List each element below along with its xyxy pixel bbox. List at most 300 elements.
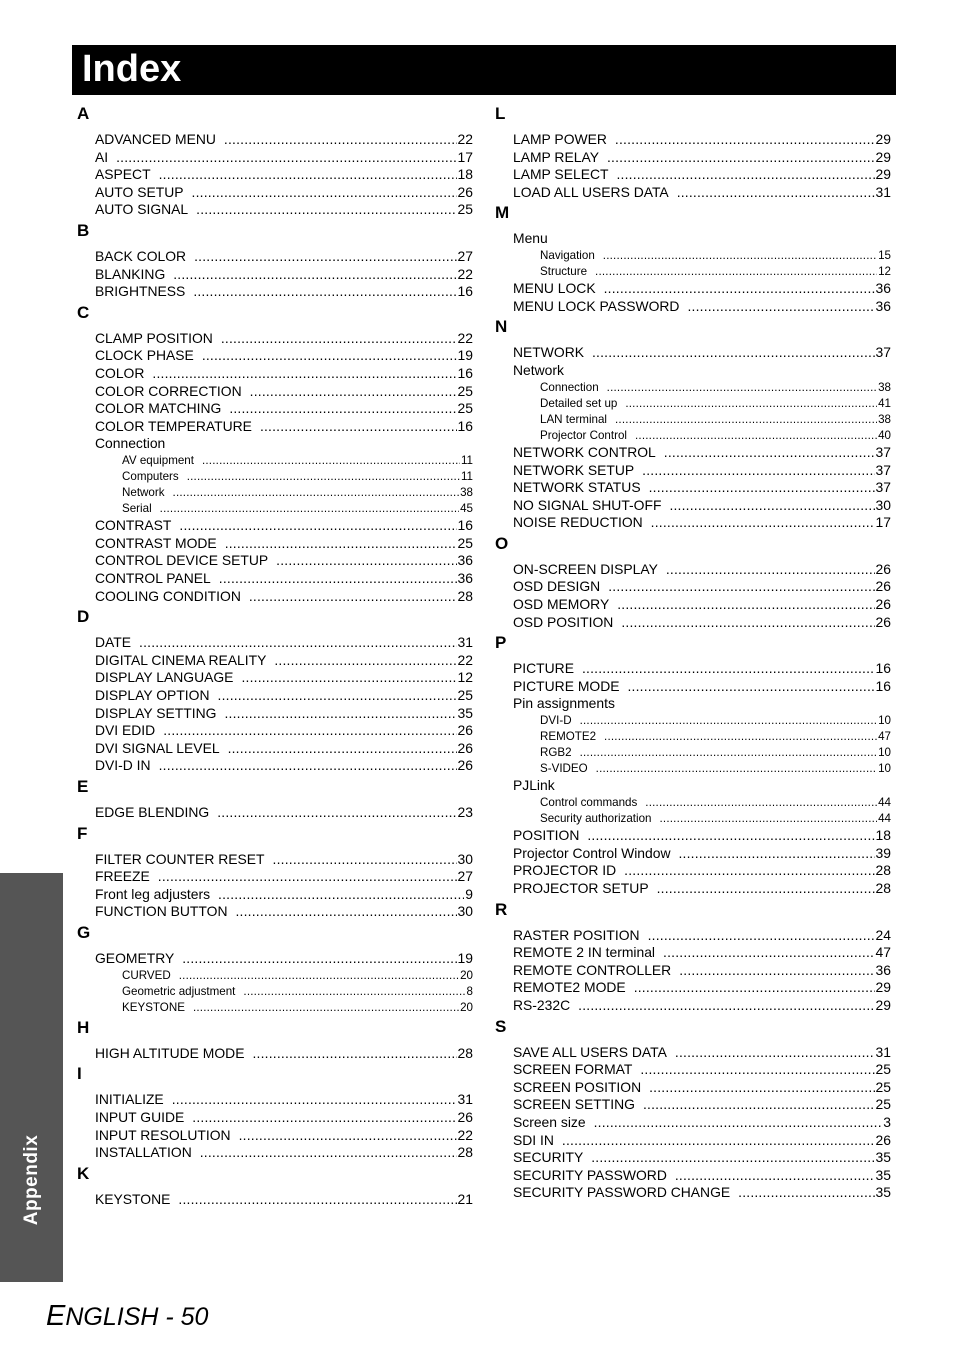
index-letter-heading: A <box>77 104 90 123</box>
dot-leader <box>218 886 464 904</box>
index-subentry <box>495 713 891 729</box>
entry-page-number: 35 <box>457 704 473 721</box>
entry-page-number: 24 <box>875 926 891 943</box>
index-entry <box>495 1167 891 1185</box>
entry-page-number: 36 <box>875 280 891 297</box>
entry-page-number: 29 <box>875 148 891 165</box>
dot-leader <box>139 634 457 652</box>
index-entry <box>495 166 891 184</box>
index-entry <box>77 149 473 167</box>
entry-label: OSD POSITION <box>513 613 614 630</box>
index-entry <box>77 184 473 202</box>
entry-page-number: 9 <box>465 885 473 902</box>
entry-page-number: 25 <box>875 1078 891 1095</box>
entry-page-number: 20 <box>460 1000 473 1014</box>
dot-leader <box>249 588 457 606</box>
dot-leader <box>182 950 456 968</box>
index-entry <box>77 705 473 723</box>
index-entry <box>495 660 891 678</box>
index-entry <box>77 687 473 705</box>
entry-label: Projector Control Window <box>513 844 671 861</box>
dot-leader <box>235 903 456 921</box>
index-entry <box>77 383 473 401</box>
dot-leader <box>677 184 875 202</box>
index-entry <box>77 131 473 149</box>
footer-text: NGLISH - 50 <box>65 1303 209 1331</box>
entry-label: PROJECTOR SETUP <box>513 879 649 896</box>
dot-leader <box>200 1144 457 1162</box>
entry-label: SECURITY <box>513 1149 584 1166</box>
dot-leader <box>591 1149 874 1167</box>
entry-page-number: 29 <box>875 131 891 147</box>
index-entry <box>77 365 473 383</box>
dot-leader <box>617 596 874 614</box>
index-entry <box>495 777 891 795</box>
entry-page-number: 31 <box>875 183 891 200</box>
index-entry <box>495 880 891 898</box>
index-subentry <box>495 264 891 280</box>
entry-label: CONTROL DEVICE SETUP <box>95 552 269 569</box>
index-entry <box>495 230 891 248</box>
entry-page-number: 22 <box>457 265 473 282</box>
index-entry <box>77 201 473 219</box>
dot-leader <box>624 862 874 880</box>
dot-leader <box>657 880 875 898</box>
entry-page-number: 44 <box>878 812 891 826</box>
entry-page-number: 22 <box>457 1126 473 1143</box>
entry-page-number: 22 <box>457 651 473 668</box>
entry-label: PICTURE MODE <box>513 677 620 694</box>
entry-label: SCREEN FORMAT <box>513 1061 633 1078</box>
entry-label: Pin assignments <box>513 695 615 712</box>
dot-leader <box>625 396 877 412</box>
entry-page-number: 25 <box>875 1061 891 1078</box>
index-entry <box>495 979 891 997</box>
dot-leader <box>260 418 457 436</box>
index-entry <box>77 903 473 921</box>
entry-page-number: 22 <box>457 329 473 346</box>
entry-label: AI <box>95 148 109 165</box>
index-entry <box>77 248 473 266</box>
entry-label: INSTALLATION <box>95 1144 192 1161</box>
entry-label: COOLING CONDITION <box>95 587 241 604</box>
entry-label: PJLink <box>513 777 555 794</box>
index-entry <box>495 962 891 980</box>
index-entry <box>495 1114 891 1132</box>
dot-leader <box>660 811 878 827</box>
index-entry <box>495 444 891 462</box>
entry-page-number: 27 <box>457 868 473 885</box>
entry-label: Screen size <box>513 1113 586 1130</box>
index-subentry <box>77 968 473 984</box>
entry-page-number: 26 <box>875 1131 891 1148</box>
entry-page-number: 16 <box>875 677 891 694</box>
entry-label: Projector Control <box>540 428 627 442</box>
entry-page-number: 30 <box>457 903 473 920</box>
index-entry <box>77 652 473 670</box>
dot-leader <box>679 962 874 980</box>
entry-label: SCREEN SETTING <box>513 1096 635 1113</box>
entry-label: SDI IN <box>513 1131 554 1148</box>
entry-label: CONTRAST <box>95 517 172 534</box>
entry-page-number: 16 <box>457 417 473 434</box>
entry-page-number: 25 <box>457 201 473 218</box>
entry-page-number: 30 <box>875 496 891 513</box>
entry-page-number: 37 <box>875 443 891 460</box>
dot-leader <box>640 1061 874 1079</box>
entry-page-number: 37 <box>875 344 891 361</box>
index-subentry <box>495 396 891 412</box>
index-entry <box>495 695 891 713</box>
entry-label: KEYSTONE <box>122 1000 185 1014</box>
dot-leader <box>648 927 875 945</box>
dot-leader <box>179 517 456 535</box>
entry-label: NOISE REDUCTION <box>513 514 643 531</box>
entry-label: DISPLAY OPTION <box>95 687 210 704</box>
entry-label: SECURITY PASSWORD CHANGE <box>513 1184 731 1201</box>
index-subentry <box>77 485 473 501</box>
index-entry <box>77 722 473 740</box>
entry-page-number: 12 <box>878 265 891 279</box>
dot-leader <box>219 570 457 588</box>
entry-page-number: 36 <box>875 297 891 314</box>
dot-leader <box>173 485 460 501</box>
entry-label: CONTRAST MODE <box>95 534 217 551</box>
entry-page-number: 41 <box>878 396 891 410</box>
page-footer <box>46 1300 208 1333</box>
entry-page-number: 30 <box>457 850 473 867</box>
entry-page-number: 28 <box>457 1044 473 1061</box>
index-entry <box>77 868 473 886</box>
entry-label: Front leg adjusters <box>95 885 211 902</box>
entry-page-number: 26 <box>457 739 473 756</box>
dot-leader <box>738 1184 874 1202</box>
entry-label: SCREEN POSITION <box>513 1078 642 1095</box>
index-subentry <box>495 248 891 264</box>
entry-label: LOAD ALL USERS DATA <box>513 183 669 200</box>
entry-label: Navigation <box>540 248 595 262</box>
dot-leader <box>172 1091 457 1109</box>
dot-leader <box>635 428 877 444</box>
entry-page-number: 18 <box>457 166 473 183</box>
index-entry <box>77 418 473 436</box>
index-entry <box>495 149 891 167</box>
index-entry <box>77 757 473 775</box>
entry-label: AUTO SIGNAL <box>95 201 189 218</box>
entry-label: Network <box>122 486 165 500</box>
entry-label: COLOR MATCHING <box>95 400 222 417</box>
entry-label: Computers <box>122 470 179 483</box>
entry-page-number: 28 <box>875 879 891 896</box>
dot-leader <box>159 757 457 775</box>
entry-page-number: 15 <box>878 248 891 262</box>
index-entry <box>495 561 891 579</box>
entry-page-number: 8 <box>466 984 473 998</box>
dot-leader <box>615 131 875 149</box>
entry-page-number: 3 <box>883 1113 891 1130</box>
entry-label: S-VIDEO <box>540 762 588 776</box>
dot-leader <box>582 660 875 678</box>
entry-page-number: 44 <box>878 796 891 809</box>
entry-page-number: 17 <box>875 514 891 531</box>
page-title: Index <box>82 48 182 90</box>
index-entry <box>495 280 891 298</box>
index-entry <box>495 596 891 614</box>
entry-label: ADVANCED MENU <box>95 131 216 147</box>
index-entry <box>495 1061 891 1079</box>
entry-page-number: 12 <box>457 669 473 686</box>
entry-label: Connection <box>95 435 166 452</box>
dot-leader <box>649 1079 874 1097</box>
entry-page-number: 31 <box>457 634 473 651</box>
index-entry <box>77 347 473 365</box>
entry-label: OSD DESIGN <box>513 578 601 595</box>
entry-label: NETWORK STATUS <box>513 479 641 496</box>
dot-leader <box>160 501 459 517</box>
entry-page-number: 11 <box>460 453 473 467</box>
entry-label: CLOCK PHASE <box>95 347 194 364</box>
entry-page-number: 39 <box>875 844 891 861</box>
index-entry <box>495 362 891 380</box>
entry-page-number: 36 <box>875 961 891 978</box>
dot-leader <box>221 330 457 348</box>
index-entry <box>495 997 891 1015</box>
index-letter-heading: P <box>495 633 507 653</box>
index-entry <box>495 944 891 962</box>
index-letter-heading: R <box>495 899 508 919</box>
index-entry <box>77 588 473 606</box>
dot-leader <box>604 729 877 745</box>
entry-label: DVI-D IN <box>95 757 151 774</box>
index-entry <box>77 570 473 588</box>
entry-page-number: 25 <box>457 534 473 551</box>
dot-leader <box>152 365 456 383</box>
entry-page-number: 28 <box>457 587 473 604</box>
entry-page-number: 19 <box>457 949 473 966</box>
dot-leader <box>594 1114 883 1132</box>
dot-leader <box>580 713 878 729</box>
entry-page-number: 26 <box>457 757 473 774</box>
dot-leader <box>608 578 874 596</box>
index-subentry <box>495 811 891 827</box>
index-subentry <box>495 745 891 761</box>
footer-initial: E <box>46 1300 66 1332</box>
index-entry <box>77 804 473 822</box>
index-entry <box>77 400 473 418</box>
entry-page-number: 21 <box>457 1190 473 1207</box>
entry-page-number: 28 <box>457 1144 473 1161</box>
dot-leader <box>193 283 456 301</box>
index-column-left <box>77 104 473 1208</box>
dot-leader <box>649 479 875 497</box>
entry-page-number: 27 <box>457 247 473 264</box>
entry-page-number: 26 <box>875 613 891 630</box>
index-entry <box>77 851 473 869</box>
dot-leader <box>187 469 460 485</box>
index-entry <box>77 266 473 284</box>
entry-page-number: 31 <box>457 1091 473 1108</box>
dot-leader <box>675 1167 875 1185</box>
entry-label: BLANKING <box>95 265 166 282</box>
index-entry <box>495 1149 891 1167</box>
index-entry <box>77 552 473 570</box>
entry-label: REMOTE2 MODE <box>513 979 626 996</box>
index-entry <box>77 1127 473 1145</box>
entry-page-number: 26 <box>457 722 473 739</box>
index-letter-heading: N <box>495 317 508 337</box>
index-entry <box>495 862 891 880</box>
index-subentry <box>77 453 473 469</box>
entry-label: CURVED <box>122 968 171 982</box>
entry-label: Structure <box>540 265 588 279</box>
dot-leader <box>229 400 456 418</box>
entry-label: LAMP RELAY <box>513 148 599 165</box>
entry-label: OSD MEMORY <box>513 596 610 613</box>
index-entry <box>77 1109 473 1127</box>
dot-leader <box>628 678 875 696</box>
entry-label: DIGITAL CINEMA REALITY <box>95 651 267 668</box>
entry-label: AUTO SETUP <box>95 183 184 200</box>
entry-page-number: 26 <box>875 596 891 613</box>
entry-label: INPUT RESOLUTION <box>95 1126 231 1143</box>
dot-leader <box>196 201 456 219</box>
index-subentry <box>77 984 473 1000</box>
entry-page-number: 10 <box>878 762 891 776</box>
index-letter-heading: O <box>495 533 509 553</box>
entry-label: Security authorization <box>540 812 652 826</box>
entry-page-number: 25 <box>457 382 473 399</box>
entry-label: Geometric adjustment <box>122 984 236 998</box>
dot-leader <box>239 1127 457 1145</box>
entry-page-number: 47 <box>875 944 891 961</box>
index-letter-heading: G <box>77 922 91 942</box>
entry-label: FUNCTION BUTTON <box>95 903 228 920</box>
index-subentry <box>77 469 473 485</box>
index-entry <box>495 131 891 149</box>
entry-label: NETWORK CONTROL <box>513 443 656 460</box>
index-letter-heading: E <box>77 777 89 796</box>
index-entry <box>495 479 891 497</box>
index-subentry <box>495 380 891 396</box>
dot-leader <box>675 1044 875 1062</box>
index-subentry <box>495 761 891 777</box>
entry-label: RS-232C <box>513 996 571 1013</box>
entry-label: EDGE BLENDING <box>95 804 210 820</box>
index-letter-heading: H <box>77 1017 90 1037</box>
index-subentry <box>495 428 891 444</box>
entry-label: COLOR TEMPERATURE <box>95 417 252 434</box>
entry-label: FILTER COUNTER RESET <box>95 850 265 867</box>
dot-leader <box>218 687 457 705</box>
entry-page-number: 29 <box>875 979 891 996</box>
index-entry <box>495 1079 891 1097</box>
index-entry <box>77 517 473 535</box>
entry-page-number: 47 <box>878 730 891 744</box>
entry-label: POSITION <box>513 827 580 844</box>
dot-leader <box>202 453 460 469</box>
entry-page-number: 36 <box>457 552 473 569</box>
index-subentry <box>495 729 891 745</box>
index-letter-heading: S <box>495 1016 507 1036</box>
dot-leader <box>241 669 456 687</box>
entry-label: CONTROL PANEL <box>95 570 211 587</box>
entry-page-number: 26 <box>875 578 891 595</box>
index-entry <box>495 497 891 515</box>
index-entry <box>77 1091 473 1109</box>
index-entry <box>495 1096 891 1114</box>
dot-leader <box>194 248 456 266</box>
dot-leader <box>678 845 874 863</box>
entry-label: LAN terminal <box>540 412 608 426</box>
entry-label: MENU LOCK PASSWORD <box>513 297 680 314</box>
index-entry <box>77 435 473 453</box>
entry-page-number: 38 <box>878 412 891 426</box>
dot-leader <box>179 968 459 984</box>
entry-label: Control commands <box>540 796 638 809</box>
index-entry <box>77 740 473 758</box>
entry-label: Serial <box>122 502 152 516</box>
entry-page-number: 35 <box>875 1184 891 1201</box>
dot-leader <box>634 979 875 997</box>
entry-label: BRIGHTNESS <box>95 283 186 300</box>
index-entry <box>495 514 891 532</box>
entry-label: DVI-D <box>540 714 572 728</box>
dot-leader <box>250 383 457 401</box>
entry-page-number: 16 <box>457 517 473 534</box>
entry-page-number: 22 <box>457 131 473 147</box>
index-letter-heading: C <box>77 302 90 322</box>
index-letter-heading: L <box>495 104 506 123</box>
entry-label: CLAMP POSITION <box>95 329 213 346</box>
dot-leader <box>163 722 456 740</box>
dot-leader <box>666 561 875 579</box>
dot-leader <box>643 1096 875 1114</box>
entry-page-number: 38 <box>878 380 891 394</box>
entry-page-number: 26 <box>457 183 473 200</box>
dot-leader <box>607 380 877 396</box>
entry-page-number: 10 <box>878 746 891 760</box>
page-title-bar <box>72 45 896 95</box>
index-entry <box>495 678 891 696</box>
entry-label: REMOTE 2 IN terminal <box>513 944 656 961</box>
dot-leader <box>645 795 877 811</box>
entry-label: ON-SCREEN DISPLAY <box>513 560 658 577</box>
appendix-tab <box>0 873 63 1282</box>
entry-page-number: 11 <box>460 470 473 483</box>
dot-leader <box>580 745 878 761</box>
dot-leader <box>243 984 465 1000</box>
index-entry <box>495 614 891 632</box>
index-entry <box>77 950 473 968</box>
dot-leader <box>159 166 457 184</box>
dot-leader <box>224 705 456 723</box>
entry-label: REMOTE CONTROLLER <box>513 961 672 978</box>
entry-label: NETWORK SETUP <box>513 461 635 478</box>
index-entry <box>77 1144 473 1162</box>
entry-page-number: 38 <box>460 486 473 500</box>
entry-label: PICTURE <box>513 660 574 677</box>
entry-label: DVI EDID <box>95 722 156 739</box>
entry-label: NETWORK <box>513 344 584 361</box>
entry-page-number: 10 <box>878 714 891 728</box>
dot-leader <box>158 868 457 886</box>
entry-label: RASTER POSITION <box>513 926 640 943</box>
entry-label: INPUT GUIDE <box>95 1109 185 1126</box>
entry-page-number: 28 <box>875 862 891 879</box>
entry-page-number: 18 <box>875 827 891 844</box>
dot-leader <box>663 944 875 962</box>
dot-leader <box>228 740 457 758</box>
